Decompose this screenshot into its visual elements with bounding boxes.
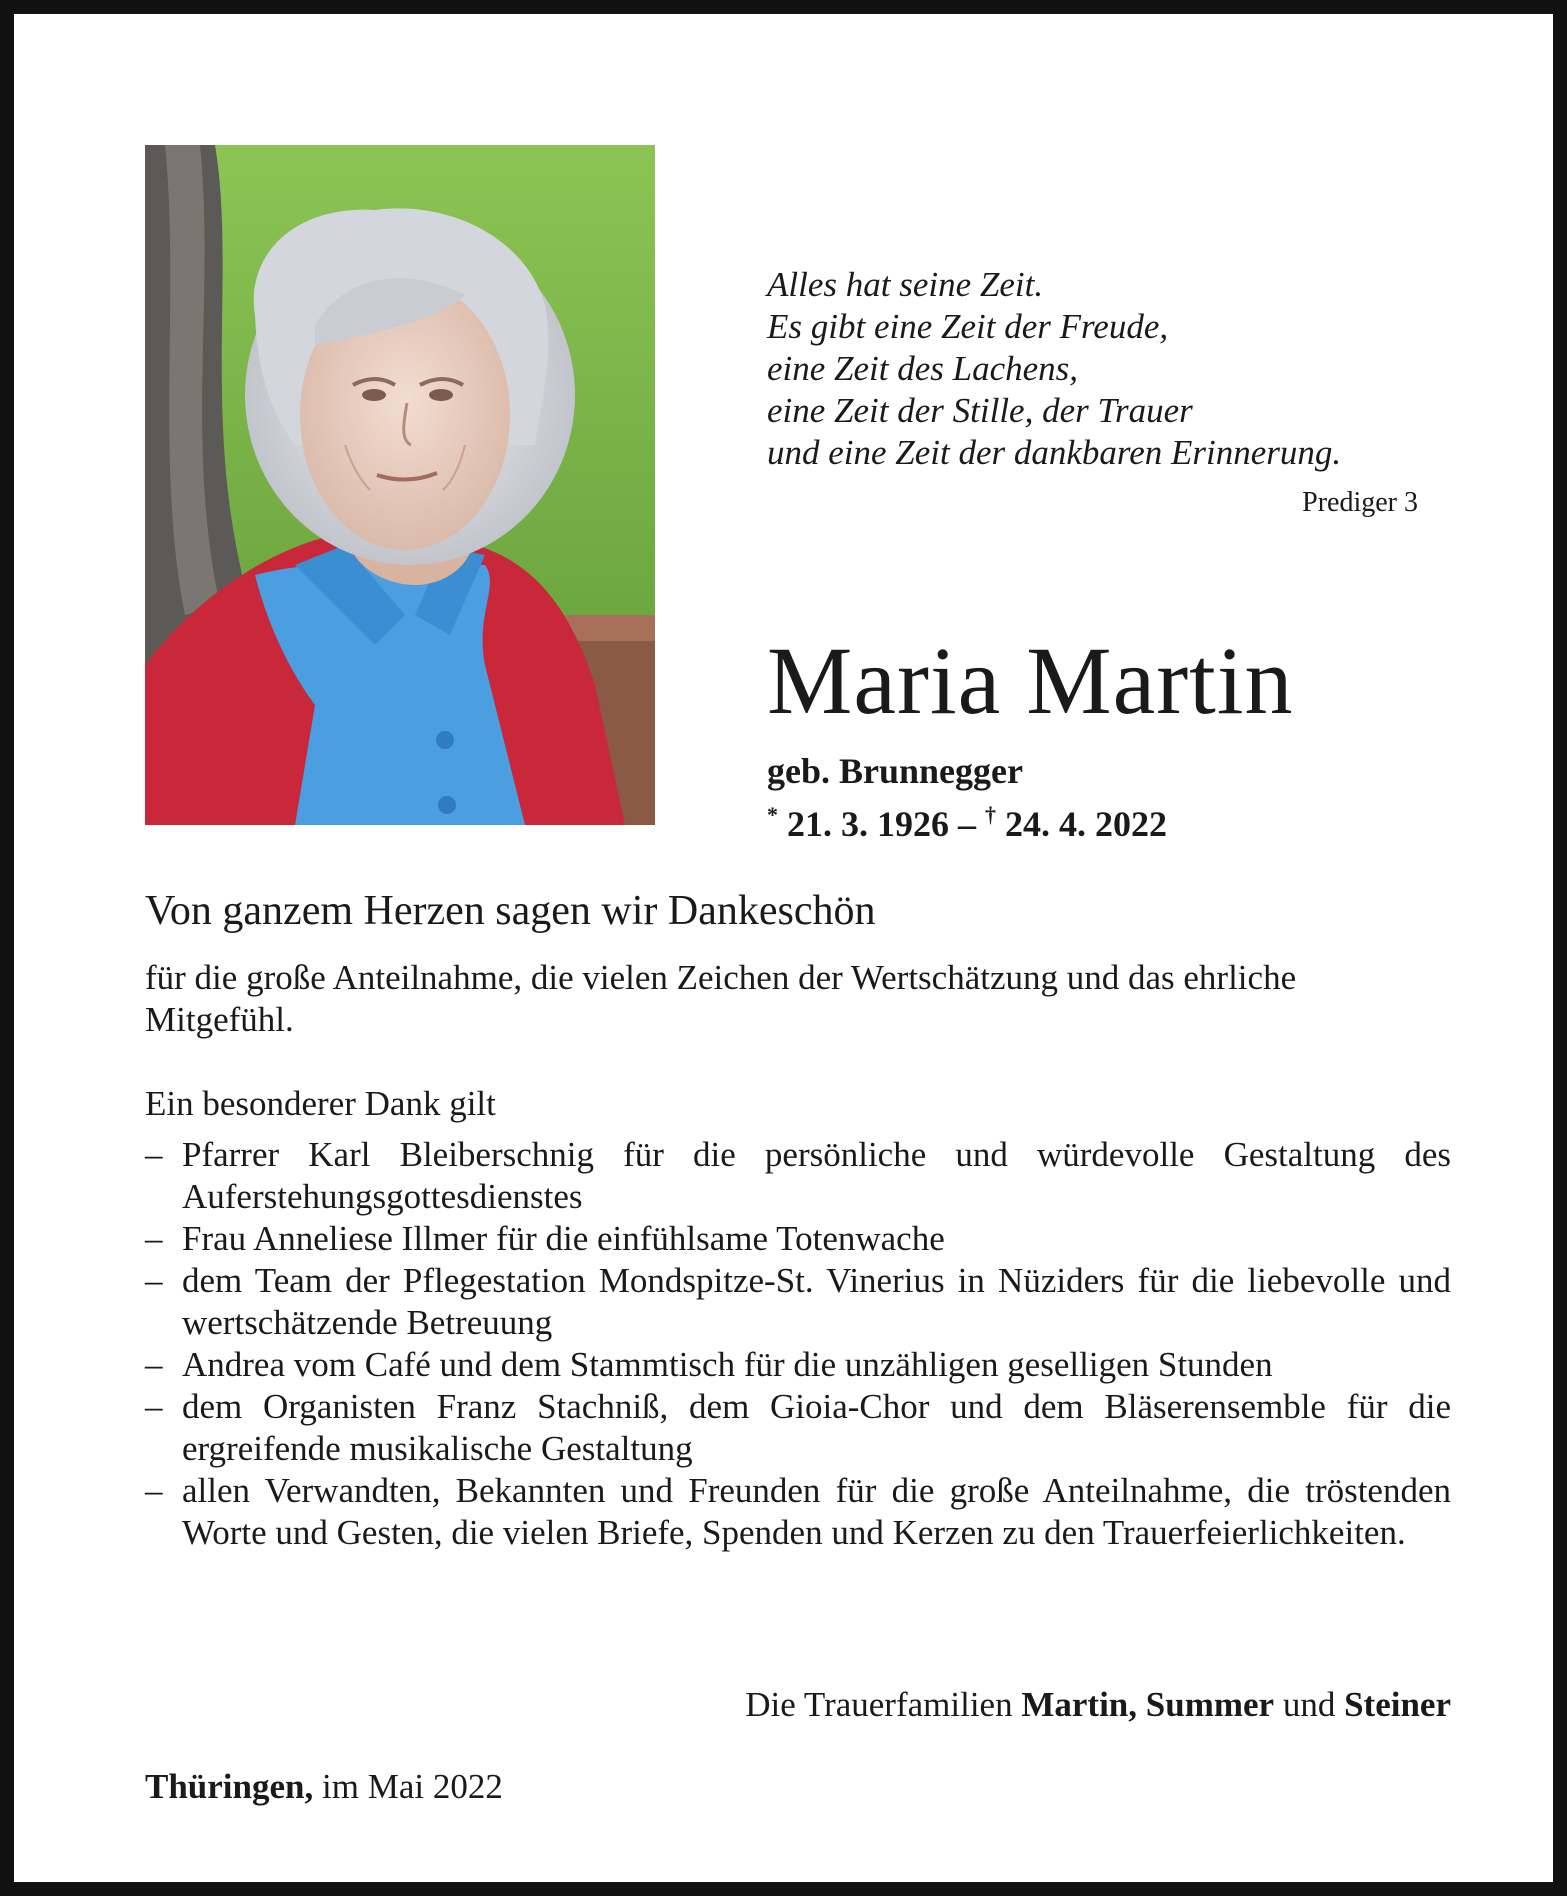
thanks-intro: für die große Anteilnahme, die vielen Zeichen der Wertschätzung und das ehrliche Mitgefühl. xyxy=(145,958,1297,1039)
bible-quote xyxy=(767,264,1447,474)
death-mark: † xyxy=(985,802,996,827)
birth-mark: * xyxy=(767,802,778,827)
born-name: geb. Brunnegger xyxy=(767,751,1023,791)
list-item: – allen Verwandten, Bekannten und Freunden für die große Anteilnahme, die tröstenden Worte und Gesten, die vielen Briefe, Spenden und Kerzen zu den Trauerfeierlichkeiten. xyxy=(145,1470,1451,1554)
special-thanks-intro: Ein besonderer Dank gilt xyxy=(145,1084,496,1123)
family-name: Martin, xyxy=(1021,1685,1138,1724)
signoff-prefix: Die Trauerfamilien xyxy=(745,1685,1013,1724)
quote-line: und eine Zeit der dankbaren Erinnerung. xyxy=(767,433,1342,472)
list-item: – Pfarrer Karl Bleiberschnig für die persönliche und würdevolle Gestaltung des Auferstehungsgottesdienstes xyxy=(145,1134,1451,1218)
family-signoff xyxy=(545,1684,1451,1726)
portrait-photo xyxy=(145,145,655,825)
quote-line: Es gibt eine Zeit der Freude, xyxy=(767,307,1169,346)
family-name: Steiner xyxy=(1344,1685,1451,1724)
signoff-conjunction: und xyxy=(1282,1685,1336,1724)
place-town: Thüringen, xyxy=(145,1767,314,1806)
quote-source: Prediger 3 xyxy=(1302,487,1418,518)
thanks-heading: Von ganzem Herzen sagen wir Dankeschön xyxy=(145,888,876,934)
portrait-photo-icon xyxy=(145,145,655,825)
thanks-list xyxy=(145,1134,1451,1554)
date-separator: – xyxy=(958,804,976,844)
deceased-name: Maria Martin xyxy=(767,627,1294,734)
life-dates xyxy=(767,794,1167,845)
family-name: Summer xyxy=(1145,1685,1275,1724)
birth-date: 21. 3. 1926 xyxy=(787,804,949,844)
quote-line: eine Zeit des Lachens, xyxy=(767,349,1079,388)
list-item: – Frau Anneliese Illmer für die einfühlsame Totenwache xyxy=(145,1218,1451,1260)
list-item: – dem Organisten Franz Stachniß, dem Gioia-Chor und dem Bläserensemble für die ergreifende musikalische Gestaltung xyxy=(145,1386,1451,1470)
list-item: – Andrea vom Café und dem Stammtisch für die unzähligen geselligen Stunden xyxy=(145,1344,1451,1386)
quote-line: Alles hat seine Zeit. xyxy=(767,265,1044,304)
place-and-date xyxy=(145,1766,503,1808)
place-date: im Mai 2022 xyxy=(322,1767,503,1806)
death-date: 24. 4. 2022 xyxy=(1005,804,1167,844)
list-item: – dem Team der Pflegestation Mondspitze-St. Vinerius in Nüziders für die liebevolle und wertschätzende Betreuung xyxy=(145,1260,1451,1344)
quote-line: eine Zeit der Stille, der Trauer xyxy=(767,391,1193,430)
